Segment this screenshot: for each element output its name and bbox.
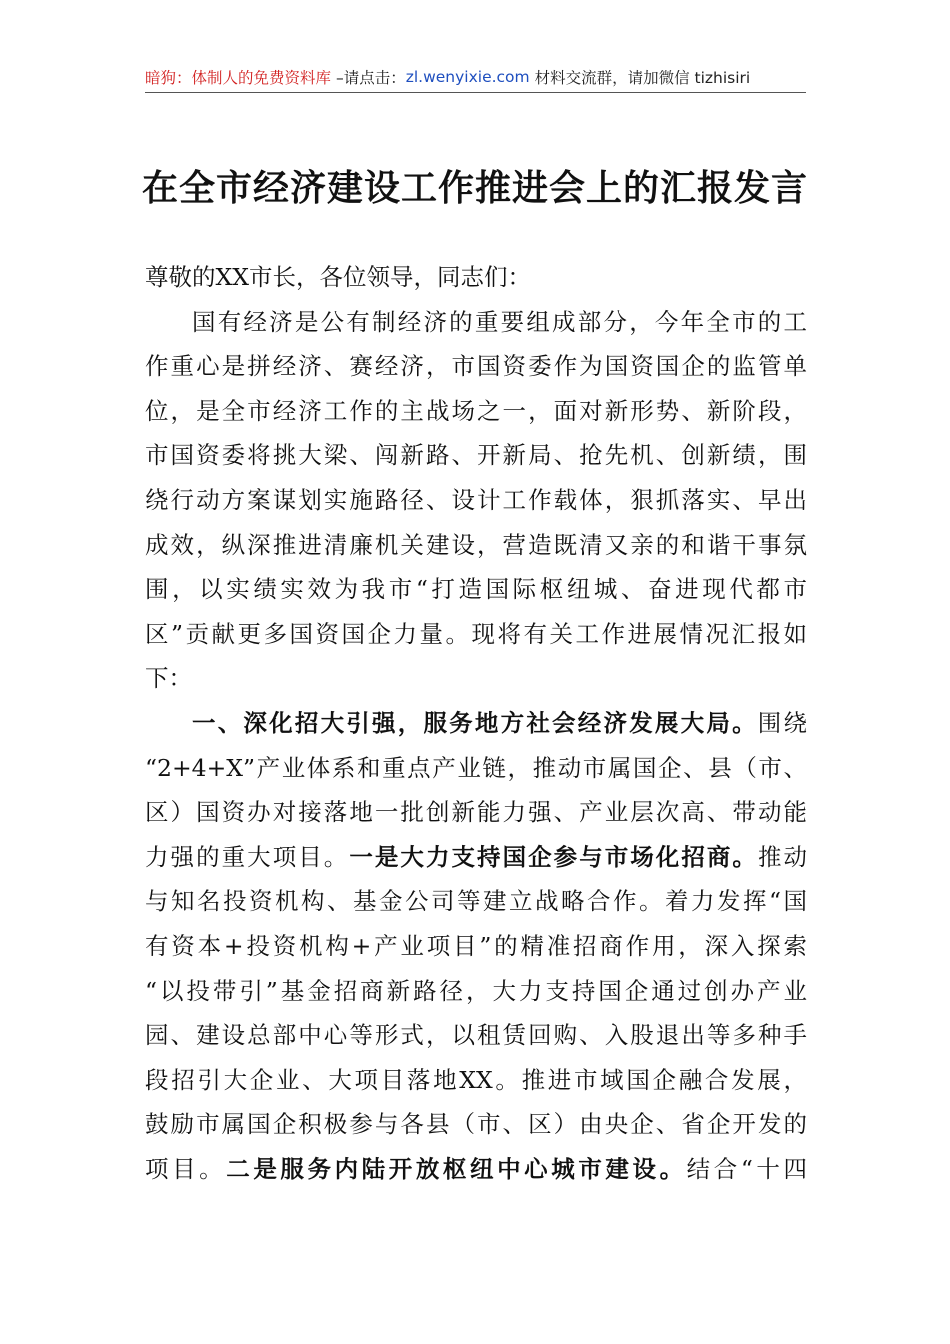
section-heading: 一、深化招大引强，服务地方社会经济发展大局。	[192, 708, 758, 737]
para2-text: 结合“十四	[686, 1154, 807, 1183]
para2-text: 推动	[757, 842, 807, 871]
header-site-name: 暗狗：体制人的免费资料库	[145, 69, 332, 87]
para1-line: 成效，纵深推进清廉机关建设，营造既清又亲的和谐干事氛	[145, 530, 807, 559]
document-body	[145, 255, 807, 1191]
para2-line: 有资本+投资机构+产业项目”的精准招商作用，深入探索	[145, 931, 807, 960]
header-wechat-note: 材料交流群，请加微信 tizhisiri	[529, 69, 751, 87]
para1-line: 市国资委将挑大梁、闯新路、开新局、抢先机、创新绩，围	[145, 441, 807, 470]
page-header	[145, 66, 806, 93]
para2-line: “以投带引”基金招商新路径，大力支持国企通过创办产业	[145, 976, 807, 1005]
para2-line: 区）国资办对接落地一批创新能力强、产业层次高、带动能	[145, 798, 807, 827]
para1-line: 围，以实绩实效为我市“打造国际枢纽城、奋进现代都市	[145, 575, 807, 604]
para1-line: 作重心是拼经济、赛经济，市国资委作为国资国企的监管单	[145, 352, 807, 381]
para1-line: 区”贡献更多国资国企力量。现将有关工作进展情况汇报如	[145, 619, 807, 648]
para2-text: 项目。	[145, 1154, 227, 1183]
para2-line: 段招引大企业、大项目落地XX。推进市域国企融合发展，	[145, 1065, 807, 1094]
point-heading: 二是服务内陆开放枢纽中心城市建设。	[226, 1154, 687, 1183]
salutation: 尊敬的XX市长，各位领导，同志们：	[145, 263, 531, 291]
para2-line: 鼓励市属国企积极参与各县（市、区）由央企、省企开发的	[145, 1110, 807, 1139]
para2-text: 力强的重大项目。	[145, 842, 350, 871]
para2-line: 园、建设总部中心等形式，以租赁回购、入股退出等多种手	[145, 1021, 807, 1050]
header-click-prompt: –请点击：	[331, 69, 406, 87]
point-heading: 一是大力支持国企参与市场化招商。	[349, 842, 758, 871]
para1-line: 下：	[145, 664, 192, 693]
document-title: 在全市经济建设工作推进会上的汇报发言	[141, 167, 808, 209]
para1-line: 国有经济是公有制经济的重要组成部分，今年全市的工	[192, 307, 807, 336]
para2-line	[145, 835, 807, 880]
para2-line: 与知名投资机构、基金公司等建立战略合作。着力发挥“国	[145, 887, 807, 916]
para2-line	[145, 1147, 807, 1192]
para2-line	[145, 701, 807, 746]
para2-text: 围绕	[757, 708, 807, 737]
para1-line: 绕行动方案谋划实施路径、设计工作载体，狠抓落实、早出	[145, 485, 807, 514]
header-link[interactable]: zl.wenyixie.com	[405, 68, 530, 86]
para2-line: “2+4+X”产业体系和重点产业链，推动市属国企、县（市、	[145, 753, 807, 782]
para1-line: 位，是全市经济工作的主战场之一，面对新形势、新阶段，	[145, 396, 807, 425]
